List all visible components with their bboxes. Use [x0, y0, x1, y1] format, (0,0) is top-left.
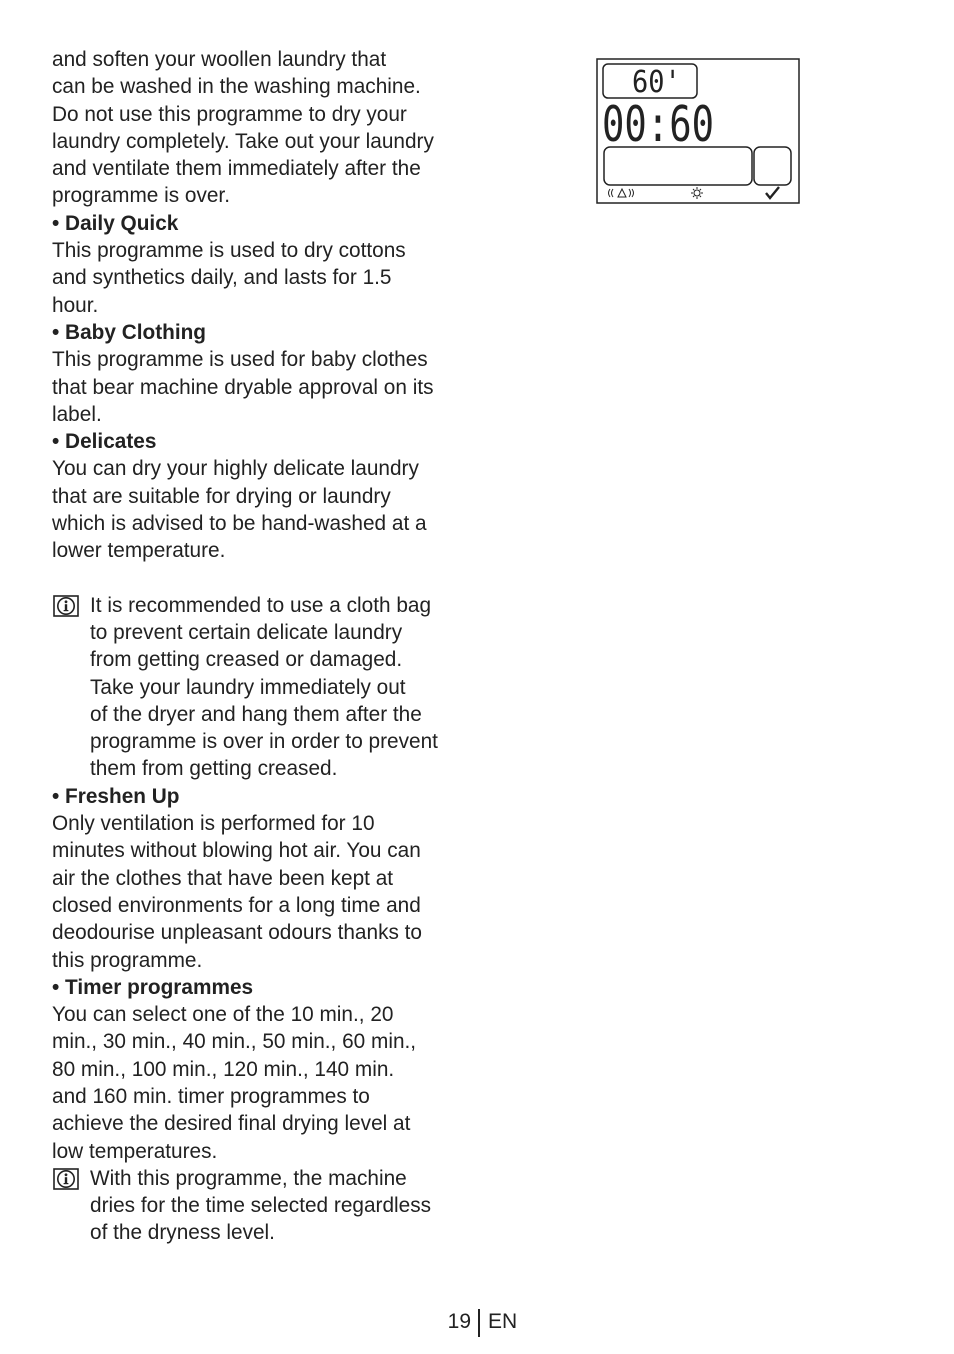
note-line: dries for the time selected regardless	[90, 1194, 431, 1218]
lcd-top-value: 60'	[632, 64, 681, 100]
intro-line: programme is over.	[52, 184, 230, 208]
body-line: that are suitable for drying or laundry	[52, 484, 391, 508]
spacer	[52, 565, 472, 592]
body-line: Only ventilation is performed for 10	[52, 812, 375, 836]
note-line: to prevent certain delicate laundry	[90, 620, 403, 644]
body-line: label.	[52, 402, 102, 426]
body-line: min., 30 min., 40 min., 50 min., 60 min.,	[52, 1030, 417, 1054]
page-footer	[0, 1306, 954, 1338]
body-line: which is advised to be hand-washed at a	[52, 512, 427, 536]
body-line: air the clothes that have been kept at	[52, 866, 394, 890]
note-line: It is recommended to use a cloth bag	[90, 593, 432, 617]
heading-timer-programmes: • Timer programmes	[52, 975, 254, 999]
note-line: them from getting creased.	[90, 757, 338, 781]
intro-line: and soften your woollen laundry that	[52, 48, 387, 71]
body-line: closed environments for a long time and	[52, 893, 421, 917]
body-line: You can dry your highly delicate laundry	[52, 457, 419, 481]
body-line: and 160 min. timer programmes to	[52, 1084, 370, 1108]
intro-line: Do not use this programme to dry your	[52, 102, 407, 126]
intro-line: laundry completely. Take out your laundry	[52, 129, 434, 153]
body-line: lower temperature.	[52, 539, 226, 563]
body-line: achieve the desired final drying level at	[52, 1112, 411, 1136]
lcd-display-illustration	[596, 58, 800, 204]
info-note-delicates	[52, 592, 472, 783]
body-line: deodourise unpleasant odours thanks to	[52, 921, 422, 945]
note-line: of the dryness level.	[90, 1221, 275, 1245]
lcd-main-value: 00:60	[602, 96, 714, 153]
text-column	[52, 46, 472, 1247]
heading-daily-quick: • Daily Quick	[52, 211, 179, 235]
heading-baby-clothing: • Baby Clothing	[52, 320, 207, 344]
intro-line: can be washed in the washing machine.	[52, 75, 421, 99]
info-icon	[53, 595, 79, 617]
body-line: This programme is used to dry cottons	[52, 239, 406, 263]
body-line: low temperatures.	[52, 1139, 218, 1163]
intro-line: and ventilate them immediately after the	[52, 157, 421, 181]
body-line: You can select one of the 10 min., 20	[52, 1003, 394, 1027]
note-line: from getting creased or damaged.	[90, 648, 403, 672]
body-line: this programme.	[52, 948, 203, 972]
footer-divider	[478, 1309, 480, 1337]
page-number: 19	[447, 1310, 471, 1333]
note-line: of the dryer and hang them after the	[90, 702, 422, 726]
info-icon	[53, 1168, 79, 1190]
note-line: Take your laundry immediately out	[90, 675, 406, 699]
note-line: programme is over in order to prevent	[90, 730, 438, 754]
body-line: minutes without blowing hot air. You can	[52, 839, 421, 863]
note-line: With this programme, the machine	[90, 1166, 407, 1190]
body-line: and synthetics daily, and lasts for 1.5	[52, 266, 392, 290]
body-line: that bear machine dryable approval on its	[52, 375, 434, 399]
heading-delicates: • Delicates	[52, 430, 157, 454]
heading-freshen-up: • Freshen Up	[52, 784, 180, 808]
body-line: hour.	[52, 293, 99, 317]
info-note-timer	[52, 1165, 472, 1247]
body-line: This programme is used for baby clothes	[52, 348, 428, 372]
body-line: 80 min., 100 min., 120 min., 140 min.	[52, 1057, 395, 1081]
language-code: EN	[488, 1310, 518, 1333]
